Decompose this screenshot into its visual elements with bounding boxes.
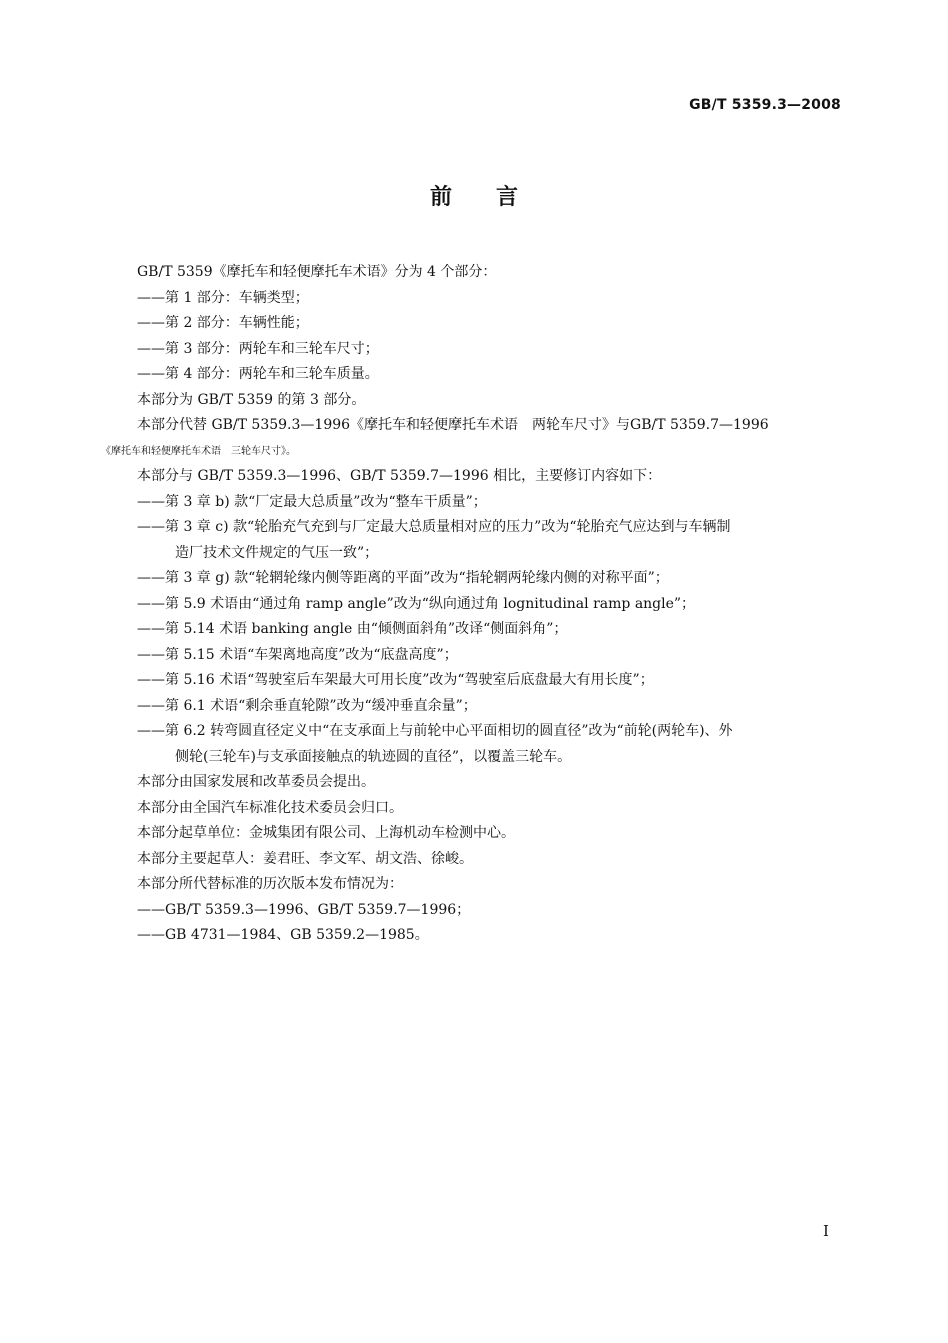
list-item: ——第 3 部分：两轮车和三轮车尺寸；	[137, 340, 379, 357]
list-item: ——第 5.14 术语 banking angle 由“倾侧面斜角”改译“侧面斜角”；	[137, 621, 568, 637]
list-item: ——第 3 章 c) 款“轮胎充气充到与厂定最大总质量相对应的压力”改为“轮胎充气应达到与车辆制	[137, 519, 731, 535]
standard-code: GB/T 5359.3—2008	[689, 97, 841, 113]
paragraph: 本部分代替 GB/T 5359.3—1996《摩托车和轻便摩托车术语 两轮车尺寸》与GB/T 5359.7—1996	[137, 417, 769, 433]
list-item: ——第 1 部分：车辆类型；	[137, 289, 309, 306]
list-item: ——第 5.15 术语“车架离地高度”改为“底盘高度”；	[137, 646, 458, 663]
list-item: ——第 3 章 g) 款“轮辋轮缘内侧等距离的平面”改为“指轮辋两轮缘内侧的对称平面”；	[137, 570, 669, 586]
list-item: ——第 6.1 术语“剩余垂直轮隙”改为“缓冲垂直余量”；	[137, 697, 477, 714]
paragraph: 本部分起草单位：金城集团有限公司、上海机动车检测中心。	[137, 825, 515, 841]
foreword-body	[101, 260, 842, 949]
list-item: ——GB 4731—1984、GB 5359.2—1985。	[137, 927, 429, 943]
list-item-continuation: 造厂技术文件规定的气压一致”；	[175, 544, 379, 561]
list-item-continuation: 侧轮(三轮车)与支承面接触点的轨迹圆的直径”，以覆盖三轮车。	[175, 748, 572, 765]
paragraph: 本部分所代替标准的历次版本发布情况为：	[137, 876, 403, 892]
list-item: ——第 5.9 术语由“通过角 ramp angle”改为“纵向通过角 lognitudinal ramp angle”；	[137, 595, 696, 612]
page-number: I	[823, 1222, 829, 1240]
paragraph: 本部分为 GB/T 5359 的第 3 部分。	[137, 391, 366, 408]
list-item: ——第 3 章 b) 款“厂定最大总质量”改为“整车干质量”；	[137, 493, 487, 510]
paragraph: 本部分由全国汽车标准化技术委员会归口。	[137, 799, 403, 816]
paragraph-continuation: 《摩托车和轻便摩托车术语 三轮车尺寸》。	[101, 445, 296, 457]
paragraph: GB/T 5359《摩托车和轻便摩托车术语》分为 4 个部分：	[137, 264, 497, 280]
list-item: ——GB/T 5359.3—1996、GB/T 5359.7—1996；	[137, 901, 471, 918]
paragraph: 本部分由国家发展和改革委员会提出。	[137, 774, 375, 790]
page-title: 前言	[429, 185, 562, 210]
paragraph: 本部分与 GB/T 5359.3—1996、GB/T 5359.7—1996 相比，主要修订内容如下：	[137, 468, 662, 484]
list-item: ——第 6.2 转弯圆直径定义中“在支承面上与前轮中心平面相切的圆直径”改为“前轮(两轮车)、外	[137, 723, 733, 739]
list-item: ——第 4 部分：两轮车和三轮车质量。	[137, 366, 379, 382]
paragraph: 本部分主要起草人：姜君旺、李文军、胡文浩、徐峻。	[137, 850, 473, 867]
list-item: ——第 5.16 术语“驾驶室后车架最大可用长度”改为“驾驶室后底盘最大有用长度”；	[137, 672, 654, 688]
list-item: ——第 2 部分：车辆性能；	[137, 315, 309, 331]
